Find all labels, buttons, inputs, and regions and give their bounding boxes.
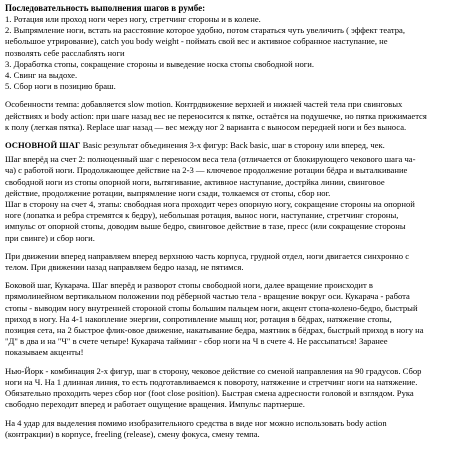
section-heading: Последовательность выполнения шагов в румбе: bbox=[5, 3, 206, 13]
paragraph-line: Обязательно проходить через сбор ног (foot close position). Быстрая смена адресности головой и взглядом. Рука bbox=[5, 388, 414, 399]
paragraph-line: импульс от опорной стопы, доводим выше бедро, свинговое действие в тазе, пресс (или сокращение стороны bbox=[5, 221, 406, 232]
paragraph-line: Шаг вперёд на счет 2: полноценный шаг с переносом веса тела (отличается от блокирующего чекового шага ча- bbox=[5, 154, 416, 165]
paragraph-line: (контракции) в корпусе, freeling (release), смену фокуса, смену темпа. bbox=[5, 428, 260, 439]
step-line: 1. Ротация или проход ноги через ногу, стретчинг стороны и в колене. bbox=[5, 14, 261, 24]
paragraph-line: При движении вперед направляем вперед верхнюю часть корпуса, грудной отдел, ноги двигается синхронно с bbox=[5, 250, 410, 261]
step-list bbox=[5, 14, 469, 92]
step-line: 3. Доработка стопы, сокращение стороны и выведение носка стопы свободной ноги. bbox=[5, 58, 315, 69]
paragraph-line: ноги на Ч. На 1 длинная линия, то есть подготавливаемся к повороту, натяжение и стретчинг ноги на натяжение. bbox=[5, 376, 418, 387]
basic-step-subtitle: Basic результат объединения 3-х фигур: Back basic, шаг в сторону или вперед, чек. bbox=[80, 140, 385, 151]
step-line: 5. Сбор ноги в позицию браш. bbox=[5, 81, 116, 92]
paragraph-line: Боковой шаг, Кукарача. Шаг вперёд и разворот стопы свободной ноги, далее вращение происходит в bbox=[5, 280, 373, 291]
paragraph-line: Нью-Йорк - комбинация 2-х фигур, шаг в сторону, чековое действие со сменой направления на 90 градусов. Сбор bbox=[5, 365, 422, 376]
paragraph-line: приход в ногу. На 4-1 накопление энергии, сопротивление мышц ног, ротация в бёдрах, натяжение стопы, bbox=[5, 313, 392, 324]
cucaracha-paragraph bbox=[5, 280, 469, 358]
paragraph-line: действиях и body action: при шаге назад вес не переносится к пятке, остаётся на подушечке, но пятка прижимается bbox=[5, 110, 427, 121]
paragraph-line: при свинге) и сбор ноги. bbox=[5, 232, 95, 243]
paragraph-line: позиция сета, на 2 быстрое флик-овое движение, накатывание бедра, маятник в бёдрах, быстрый приход в ногу на bbox=[5, 325, 424, 336]
paragraph-line: "Д" в два и на "Ч" в счете четыре! Кукарача тайминг - сбор ноги на Ч в счете 4. Не рассыпаться! Заранее bbox=[5, 336, 388, 347]
accent-paragraph bbox=[5, 418, 469, 440]
basic-step-paragraph bbox=[5, 154, 469, 244]
tempo-paragraph bbox=[5, 99, 469, 133]
basic-step-heading: ОСНОВНОЙ ШАГ bbox=[5, 140, 81, 151]
paragraph-line: Особенности темпа: добавляется slow motion. Контрдвижение верхней и нижней частей тела при свинговых bbox=[5, 99, 403, 110]
step-line: позволять себе расслаблять ноги bbox=[5, 47, 125, 58]
paragraph-line: стопы - выводим ногу внутренней стороной стопы большим пальцем ноги, акцент стопа-колено-бедро, быстрый bbox=[5, 302, 418, 313]
paragraph-line: прямолинейном вертикальном положении под рёберной частью тела - вращение вокруг оси. Кукарача - работа bbox=[5, 291, 410, 302]
paragraph-line: Шаг в сторону на счет 4, этапы: свободная нога проходит через опорную ногу, сокращение стороны на опорной bbox=[5, 199, 415, 210]
basic-step-title bbox=[5, 140, 469, 151]
paragraph-line: На 4 удар для выделения помимо изобразительного средства в виде ног можно использовать body action bbox=[5, 417, 387, 428]
step-line: небольшое утрирование), catch you body weight - поймать свой вес и активное собранное наступание, не bbox=[5, 36, 388, 47]
new-york-paragraph bbox=[5, 366, 469, 411]
direction-paragraph bbox=[5, 251, 469, 273]
paragraph-line: к полу (легкая пятка). Replace шаг назад — вес между ног 2 варианта с выносом передней ноги и без выноса. bbox=[5, 121, 407, 132]
paragraph-line: показываем акценты! bbox=[5, 347, 84, 358]
step-line: 2. Выпрямление ноги, встать на расстояние которое удобно, потом стараться чуть увеличить ( эффект театра, bbox=[5, 25, 405, 36]
paragraph-line: телом. При движении назад направляем бедро назад, не пятимся. bbox=[5, 262, 244, 273]
step-line: 4. Свинг на выдохе. bbox=[5, 70, 78, 81]
document-page bbox=[5, 0, 469, 440]
paragraph-line: ча) с работой ноги. Продолжающее действие на 2-3 — ключевое продолжение ротации бёдра и выталкивание bbox=[5, 165, 408, 176]
paragraph-line: ноге (лопатка и ребра стремятся к бедру), небольшая ротация, вынос ноги, наступание, стретчинг стороны, bbox=[5, 210, 399, 221]
paragraph-line: действие, продолжение ротации, выпрямление ноги сзади, толкаемся от стопы, сбор ног. bbox=[5, 187, 331, 198]
paragraph-line: свободной ноги из стопы опорной ноги, вытягивание, активное наступание, дострйка линии, свинговое bbox=[5, 176, 385, 187]
paragraph-line: свободно переходит вперед и работает ощущение вращения. Импульс партнерше. bbox=[5, 399, 305, 410]
